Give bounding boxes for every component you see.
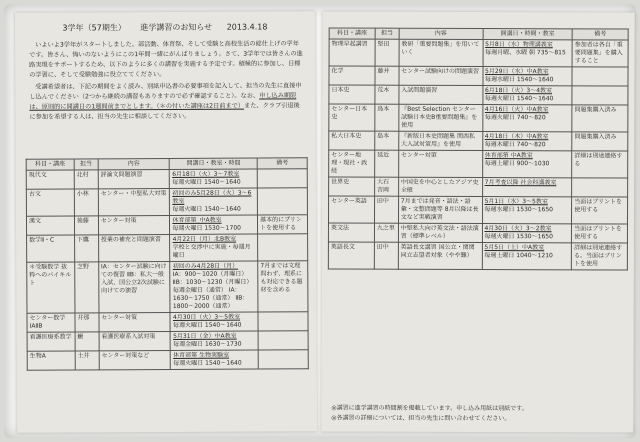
- cell-content: 中堅私大向け英文法・語法演習（標準レベル）: [398, 223, 482, 242]
- table-row: [329, 85, 628, 105]
- notice-title: 進学講習のお知らせ: [140, 22, 213, 33]
- cell-subject: センター日本史: [329, 104, 375, 131]
- schedule-date: 休育部第_中A教室: [172, 216, 222, 224]
- cell-content: センター試験向けの問題演習: [399, 66, 483, 85]
- table-row: [329, 150, 628, 178]
- cell-teacher: 鰍: [75, 332, 99, 351]
- table-row: [328, 196, 627, 224]
- cell-schedule: [170, 234, 258, 261]
- cell-teacher: 小林: [74, 189, 98, 216]
- cell-note: 問題集購入済み: [572, 132, 628, 151]
- col-content: 内容: [399, 28, 483, 39]
- cell-subject: 現代文: [26, 170, 74, 189]
- cell-subject: 漢文: [26, 216, 74, 235]
- cell-schedule: [171, 331, 259, 350]
- cell-note: 当面はプリントを使用する: [572, 197, 628, 224]
- schedule-date: 6月18日（火）3〜7教室: [172, 170, 240, 178]
- cell-subject: 私大日本史: [329, 131, 375, 150]
- cell-subject: 英語長文: [328, 242, 374, 269]
- cell-content: 教研「重要問題集」を用いていく: [399, 39, 483, 66]
- notice-header: [15, 21, 315, 34]
- cell-content: センター対策: [398, 150, 482, 177]
- schedule-time: 毎週木曜日 740〜820: [484, 141, 546, 149]
- cell-note: 参加者は各自「重要問題集」を購入すること: [572, 40, 628, 67]
- schedule-time: 毎週火曜日 1540〜1640: [173, 359, 242, 367]
- table-row: [329, 66, 628, 86]
- schedule-date: 初回のみ5月28日（火）3〜6教室: [172, 189, 252, 205]
- cell-content: 評論文問題演習: [98, 169, 170, 188]
- schedule-date: 4月30日（火）3〜5教室: [172, 313, 241, 321]
- schedule-time: 毎週火曜日 1540〜1640: [172, 205, 241, 213]
- cell-note: 詳細は別途連絡する。当面はプリントを使用: [572, 243, 628, 270]
- schedule-time: 毎週火曜日 740〜820: [484, 114, 546, 122]
- intro-paragraph-2: [29, 81, 303, 122]
- left-page: [15, 11, 317, 433]
- col-content: 内容: [98, 158, 170, 169]
- cell-note: [257, 188, 307, 215]
- cell-note: [257, 169, 307, 188]
- col-subject: 科目・講座: [26, 159, 74, 170]
- col-teacher: 担当: [74, 159, 98, 170]
- intro-paragraph-1: いよいよ3学年がスタートしました。部活動、体育祭、そして受験と高校生活の総仕上げの学年です。皆さん、悔いのないようにこの1年間一緒にがんばりましょう。さて、3学年では皆さんの進路実現をサポートするため、以下のように多くの講習を実施する予定です。積極的に参加し、目標の学習に、そして受験勉強に役立ててください。: [29, 40, 303, 79]
- cell-subject: 生物A: [27, 351, 75, 370]
- col-schedule: 開講日・教室・時間: [170, 158, 258, 169]
- schedule-date: 休育部第 生物実験室: [173, 351, 230, 359]
- cell-content: 7月までは発音・語法・語彙・文整問題等 8月以降は長文など実戦演習: [398, 196, 482, 223]
- cell-content: センター・中堅私大対策: [98, 188, 170, 215]
- schedule-date: 4月30日（火）3〜2教室: [484, 225, 552, 233]
- cell-teacher: 北村: [74, 170, 98, 189]
- cell-note: 問題集購入済み: [572, 105, 628, 132]
- cell-note: 7月までは文理問わず、理系にも対応できる題材を含める: [258, 261, 308, 312]
- col-schedule: 開講日・時間・教室: [483, 29, 573, 40]
- cell-teacher: 田中: [374, 242, 398, 269]
- table-row: [329, 39, 628, 67]
- cell-teacher: 田中: [374, 196, 398, 223]
- intro-p2-b: また、クラブ引退後に参加を希望する人は、担当の先生に相談してください。: [29, 102, 300, 121]
- cell-subject: ＊受験数学 抜粋へのバイキルト: [27, 262, 75, 313]
- left-schedule-table: [26, 157, 309, 370]
- footer-note-1: ◎講習に進学講習の時間割を掲載しています。申し込み用紙は別紙です。: [331, 404, 528, 413]
- schedule-date: 7月考査以降 社会科講義室: [484, 179, 557, 187]
- cell-schedule: [170, 261, 258, 312]
- cell-schedule: [483, 40, 573, 67]
- cell-teacher: 後藤: [74, 216, 98, 235]
- cell-note: [258, 331, 308, 350]
- cell-subject: センター地理・現社・政経: [329, 150, 375, 177]
- cell-content: センター対策: [98, 215, 170, 234]
- cell-schedule: [171, 350, 259, 369]
- cell-content: センター対策: [99, 312, 171, 331]
- table-row: [26, 169, 307, 189]
- schedule-date: 休育部第 中A教室: [484, 152, 533, 160]
- cell-note: [258, 312, 308, 331]
- cell-teacher: 島本: [375, 131, 399, 150]
- table-row: [329, 104, 628, 132]
- intro-deadline: 申し込み期限は、原則的に開講日の1週間前までとします。（＊の付いた講座は2日前まで）: [29, 92, 297, 111]
- table-row: [26, 188, 307, 216]
- cell-schedule: [482, 178, 572, 197]
- table-row: [328, 223, 627, 243]
- schedule-time: 毎週火曜日 1540〜1640: [484, 95, 554, 103]
- schedule-time: 毎週火曜日 1540〜1640: [172, 321, 242, 329]
- cell-schedule: [170, 188, 258, 215]
- table-row: [27, 331, 308, 351]
- cell-content: ⅠA：センター試験に向けての復習 ⅡB：私大一般入試、国公立2次試験に向けての演習: [98, 261, 170, 312]
- schedule-date: 6月18日（火）3〜4教室: [484, 87, 553, 95]
- intro-text: [29, 39, 303, 124]
- schedule-time: 毎週月曜、水曜 朝 735〜815: [485, 49, 566, 57]
- schedule-time: 毎週土曜日 900〜1030: [484, 160, 550, 168]
- cell-schedule: [482, 132, 572, 151]
- cell-subject: 化学: [329, 66, 375, 85]
- cell-content: 授業の補充と問題演習: [98, 234, 170, 261]
- table-row: [328, 242, 627, 270]
- cell-schedule: [170, 312, 258, 331]
- cell-note: [258, 350, 308, 369]
- cell-note: 基本的にプリントを使用する: [258, 215, 308, 234]
- cell-subject: 古文: [26, 189, 74, 216]
- schedule-time: 毎週火曜日 1540〜1640: [172, 178, 241, 186]
- cell-teacher: 芝野: [75, 262, 99, 313]
- schedule-time: 毎週金曜日 1630〜1730: [173, 340, 242, 348]
- cell-schedule: [482, 105, 572, 132]
- cell-content: 中国史を中心としたアジア史全般: [398, 177, 482, 196]
- cell-teacher: 土井: [75, 351, 99, 370]
- schedule-time: ⅠA：900〜1020（月曜日） ⅡB：1030〜1230（月曜日） 毎週金曜日（通常） ⅠA：1630〜1750（通常） ⅡB：1800〜2000（通常）: [172, 270, 253, 310]
- cell-teacher: 大石 吉岡: [374, 177, 398, 196]
- schedule-date: 初回のみ4月28日（月）: [172, 262, 239, 270]
- cell-teacher: 延近: [374, 150, 398, 177]
- table-row: [329, 177, 628, 197]
- schedule-time: 毎週火曜日 1530〜1650: [484, 233, 553, 241]
- cell-teacher: 井那: [75, 313, 99, 332]
- schedule-time: 学校と交渉中に実施・毎週月曜日: [172, 243, 251, 259]
- cell-schedule: [482, 86, 572, 105]
- footer-notes: [331, 403, 623, 424]
- schedule-time: 毎週水曜日 1540〜1640: [484, 76, 554, 84]
- table-row: [27, 312, 308, 332]
- cell-schedule: [482, 224, 572, 243]
- right-schedule-table: [328, 27, 629, 270]
- cell-content: 英語長文講習 国公立・関関同立志望者対象（やや難）: [398, 242, 482, 269]
- cell-schedule: [482, 67, 572, 86]
- photo-frame: [4, 4, 636, 438]
- schedule-date: 5月5日（土）中A教室: [484, 244, 545, 252]
- cell-teacher: 堅田: [375, 39, 399, 66]
- cell-subject: 英文法: [328, 223, 374, 242]
- cell-content: 『新版日本史問題集 関西私大入試対策用』を使用: [399, 131, 483, 150]
- cell-schedule: [170, 215, 258, 234]
- schedule-date: 5月1日（水）3〜5教室: [484, 198, 548, 206]
- col-teacher: 担当: [375, 28, 399, 39]
- cell-content: 入試問題演習: [399, 85, 483, 104]
- table-row: [27, 350, 308, 370]
- table-row: [26, 215, 307, 235]
- schedule-date: 5月8日（水）物理講義室: [485, 41, 553, 49]
- cell-content: センター対策など: [99, 350, 171, 369]
- schedule-date: 4月16日（火）中A教室: [484, 106, 549, 114]
- schedule-date: 4月22日（月）北B教室: [172, 235, 237, 243]
- table-row: [27, 234, 308, 262]
- cell-subject: 数学Ⅱ・C: [27, 235, 75, 262]
- notice-date: 2013.4.18: [226, 22, 268, 32]
- cell-teacher: 鳥本: [375, 104, 399, 131]
- cell-schedule: [482, 151, 572, 178]
- schedule-date: 5月31日（金）中A教室: [173, 332, 237, 340]
- schedule-date: 5月29日（水）中A教室: [485, 68, 549, 76]
- cell-schedule: [482, 243, 572, 270]
- cell-schedule: [482, 197, 572, 224]
- cell-note: [572, 86, 628, 105]
- cell-subject: センター英語: [328, 196, 374, 223]
- cell-subject: 物理早起講習: [329, 39, 375, 66]
- cell-note: [572, 178, 628, 197]
- cell-teacher: 荒木: [375, 85, 399, 104]
- cell-subject: 看護医療系数学: [27, 332, 75, 351]
- col-note: 備考: [572, 29, 628, 40]
- cell-content: 『Best Selection センター試験日本史B重要問題集』を使用: [399, 104, 483, 131]
- schedule-date: 4月18日（木）中A教室: [484, 133, 549, 141]
- cell-schedule: [170, 169, 258, 188]
- cell-subject: センター数学ⅠAⅡB: [27, 313, 75, 332]
- cell-note: 当面はプリントを使用する: [572, 224, 628, 243]
- schedule-time: 毎週土曜日 1040〜1210: [484, 252, 553, 260]
- cell-note: [572, 67, 628, 86]
- cell-teacher: 下鷹: [74, 235, 98, 262]
- col-subject: 科目・講座: [329, 28, 375, 39]
- cell-teacher: 九之里: [374, 223, 398, 242]
- cell-content: 看護医療系入試対策: [99, 331, 171, 350]
- schedule-time: 毎週水曜日 1530〜1650: [484, 206, 554, 214]
- cell-note: 詳細は別途連絡する: [572, 151, 628, 178]
- right-page: [321, 11, 634, 432]
- footer-note-2: ◎各講習の詳細については、担当の先生に問い合わせてください。: [331, 414, 511, 423]
- grade-label: 3学年（57期生）: [62, 23, 126, 33]
- cell-note: [258, 234, 308, 261]
- table-row: [329, 131, 628, 151]
- cell-subject: 日本史: [329, 85, 375, 104]
- cell-teacher: 藤井: [375, 66, 399, 85]
- cell-subject: 世界史: [329, 177, 375, 196]
- intro-p2-a: 受講希望者は、下記の期間をよく読み、別紙申込書の必要事項を記入して、担当の先生に直接申し込んでください（2つから継続の講習もありますので必ず確認すること）。なお、: [29, 82, 302, 101]
- table-row: [27, 261, 308, 313]
- schedule-time: 毎週火曜日 1530〜1700: [172, 224, 241, 232]
- col-note: 備考: [257, 158, 307, 169]
